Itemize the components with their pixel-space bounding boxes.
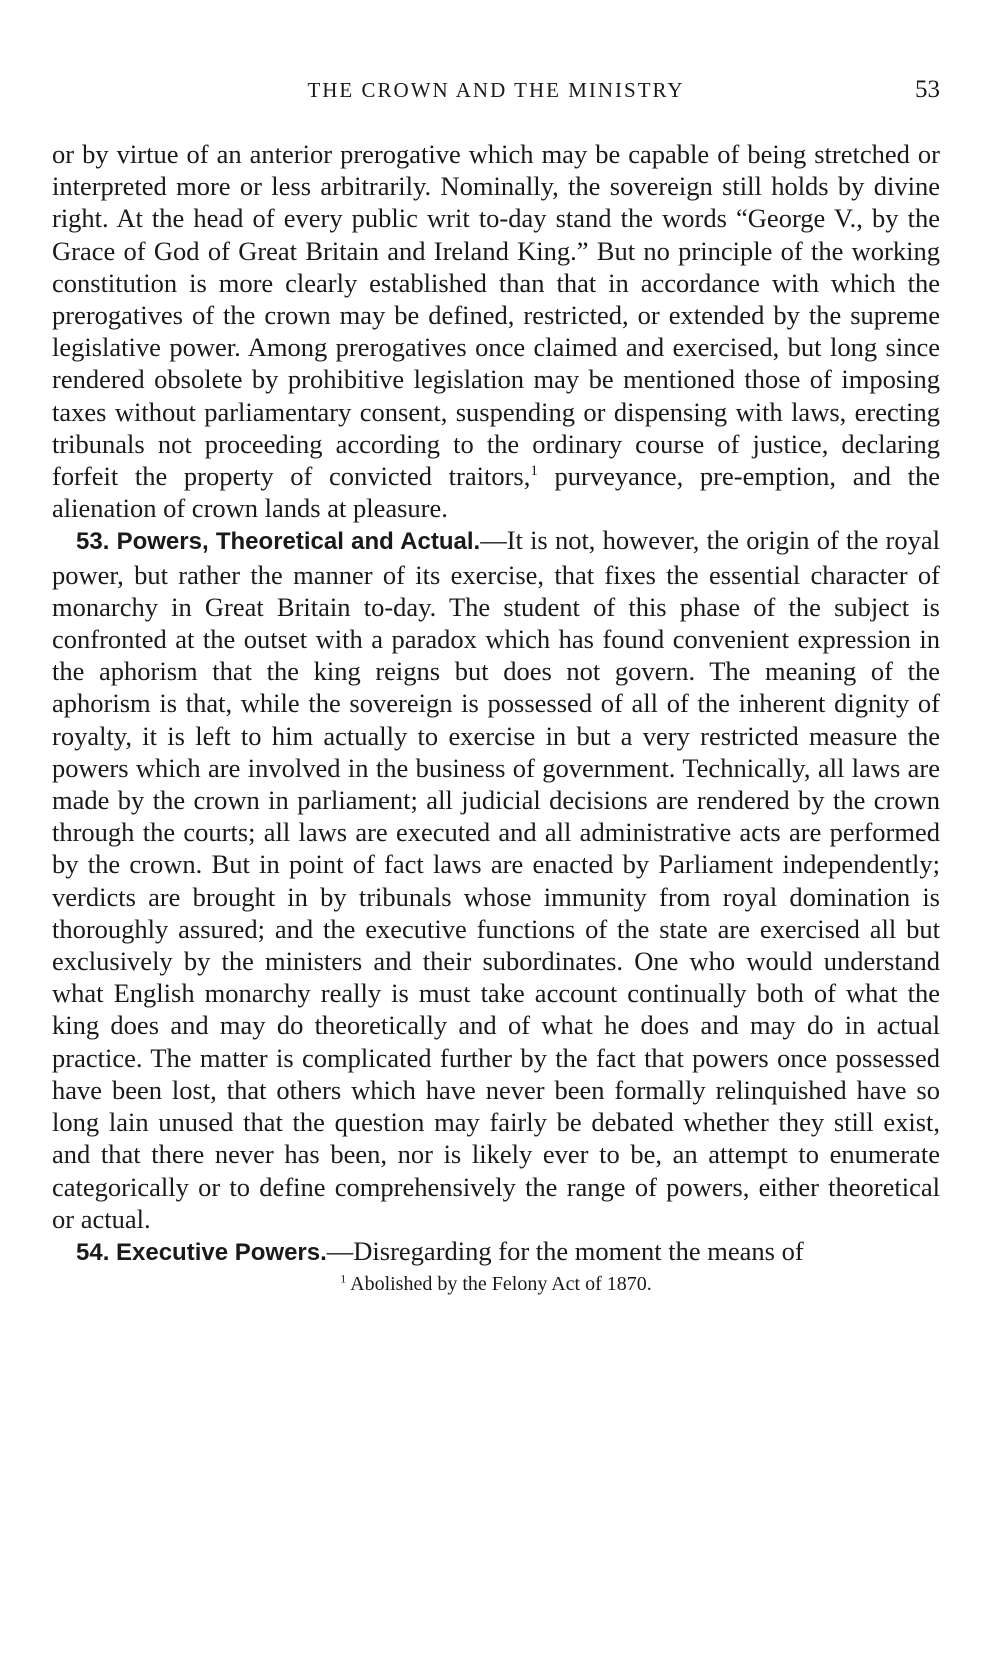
paragraph-continued — [52, 138, 940, 524]
footnote-text: Abolished by the Felony Act of 1870. — [350, 1273, 652, 1296]
paragraph-text: purveyance, pre-emption, and the alienation of crown lands at pleasure. — [52, 461, 940, 524]
footnote-marker: 1 — [340, 1271, 347, 1286]
section-number: 53. — [76, 528, 110, 556]
paragraph-text: or by virtue of an anterior prerogative which may be capable of being stretched or interpreted more or less arbitrarily. Nominally, the sovereign still holds by divine right. At the head of every public writ to-day stand the words “George V., by the Grace of God of Great Britain and Ireland King.” But no principle of the working constitution is more clearly established than that in accordance with which the prerogatives of the crown may be defined, restricted, or extended by the supreme legislative power. Among prerogatives once claimed and exercised, but long since rendered obsolete by prohibitive legislation may be mentioned those of imposing taxes without parliamentary consent, suspending or dispensing with laws, erecting tribunals not proceeding according to the ordinary course of justice, declaring forfeit the property of convicted traitors, — [52, 139, 940, 492]
page-number: 53 — [915, 76, 940, 103]
footnote-reference: 1 — [530, 463, 538, 480]
section-number: 54. — [76, 1238, 110, 1266]
section-text: Disregarding for the moment the means of — [353, 1235, 804, 1266]
book-page — [52, 70, 940, 1297]
footnote — [52, 1271, 940, 1297]
section-text: It is not, however, the origin of the royal power, but rather the manner of its exercise, that fixes the essential character of monarchy in Great Britain to-day. The student of this phase of the subject is confronted at the outset with a paradox which has found convenient expression in the aphorism that the king reigns but does not govern. The meaning of the aphorism is that, while the sovereign is possessed of all of the inherent dignity of royalty, it is left to him actually to exercise in but a very restricted measure the powers which are involved in the business of government. Technically, all laws are made by the crown in parliament; all judicial decisions are rendered by the crown through the courts; all laws are executed and all administrative acts are performed by the crown. But in point of fact laws are enacted by Parliament independently; verdicts are brought in by tribunals whose immunity from royal domination is thoroughly assured; and the executive functions of the state are exercised all but exclusively by the ministers and their subordinates. One who would understand what English monarchy really is must take account continually both of what the king does and may do theoretically and of what he does and may do in actual practice. The matter is complicated further by the fact that powers once possessed have been lost, that others which have never been formally relinquished have so long lain unused that the question may fairly be debated whether they still exist, and that there never has been, nor is likely ever to be, an attempt to enumerate categorically or to define comprehensively the range of powers, either theoretical or actual. — [52, 525, 941, 1234]
running-head — [52, 70, 940, 110]
section-heading: Executive Powers. — [116, 1238, 327, 1266]
section-heading: Powers, Theoretical and Actual. — [116, 528, 481, 556]
section-54: 54. Executive Powers.—Disregarding for the moment the means of — [76, 1235, 804, 1266]
body-text — [52, 138, 940, 1269]
section-53: 53. Powers, Theoretical and Actual.—It is not, however, the origin of the royal power, but rather the manner of its exercise, that fixes the essential character of monarchy in Great Britain to-day. The student of this phase of the subject is confronted at the outset with a paradox which has found convenient expression in the aphorism that the king reigns but does not govern. The meaning of the aphorism is that, while the sovereign is possessed of all of the inherent dignity of royalty, it is left to him actually to exercise in but a very restricted measure the powers which are involved in the business of government. Technically, all laws are made by the crown in parliament; all judicial decisions are rendered by the crown through the courts; all laws are executed and all administrative acts are performed by the crown. But in point of fact laws are enacted by Parliament independently; verdicts are brought in by tribunals whose immunity from royal domination is thoroughly assured; and the executive functions of the state are exercised all but exclusively by the ministers and their subordinates. One who would understand what English monarchy really is must take account continually both of what the king does and may do theoretically and of what he does and may do in actual practice. The matter is complicated further by the fact that powers once possessed have been lost, that others which have never been formally relinquished have so long lain unused that the question may fairly be debated whether they still exist, and that there never has been, nor is likely ever to be, an attempt to enumerate categorically or to define comprehensively the range of powers, either theoretical or actual. — [52, 525, 941, 1234]
running-title: THE CROWN AND THE MINISTRY — [307, 78, 685, 102]
